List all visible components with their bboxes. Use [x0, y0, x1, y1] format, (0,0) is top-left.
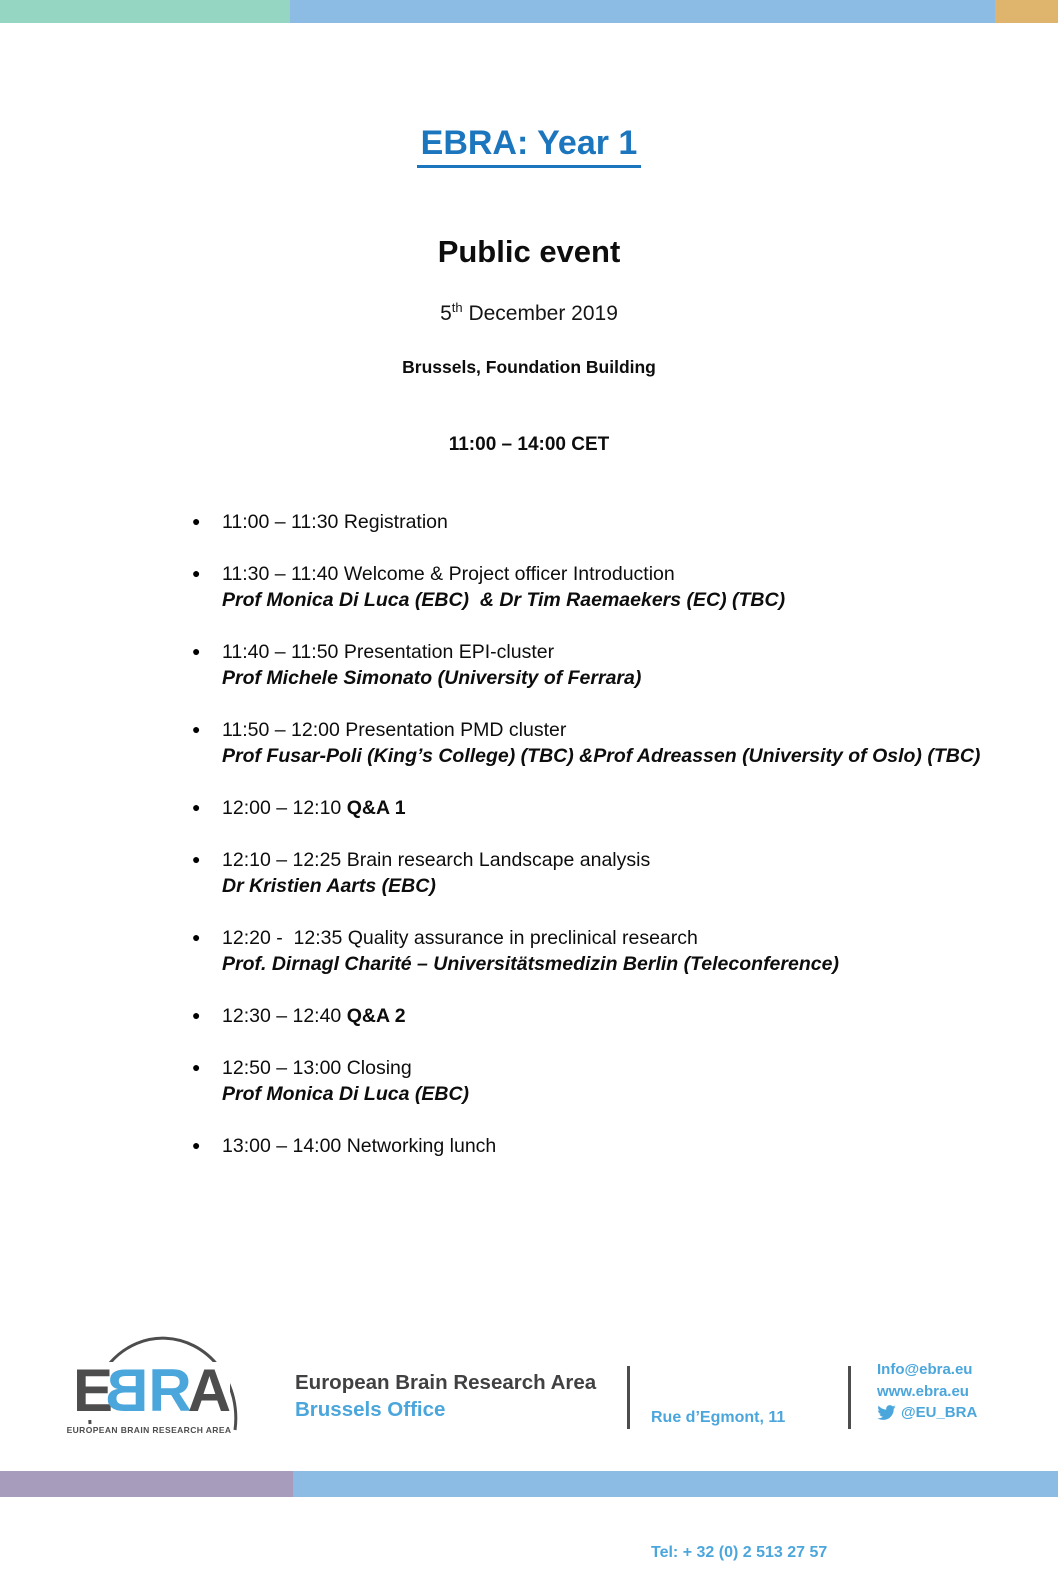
agenda-item-line	[222, 561, 1018, 587]
top-bar-orange-segment	[995, 0, 1058, 23]
agenda-item-line	[222, 795, 1018, 821]
agenda-item-speaker: Prof Michele Simonato (University of Ferrara)	[222, 667, 642, 689]
bullet-icon: ●	[192, 1137, 201, 1153]
agenda-item	[191, 561, 1018, 613]
top-bar-green-segment	[0, 0, 290, 23]
footer-divider	[848, 1366, 851, 1429]
agenda-item	[191, 717, 1018, 769]
agenda-item-time: 11:50 – 12:00	[222, 719, 340, 741]
footer-organisation	[295, 1369, 596, 1423]
footer-org-name: European Brain Research Area	[295, 1371, 597, 1394]
logo-letter-a: A	[187, 1357, 228, 1424]
agenda-item-title: Q&A 1	[346, 797, 406, 819]
footer-divider	[627, 1366, 630, 1429]
agenda-item-line	[222, 847, 1018, 873]
agenda-item	[191, 509, 1018, 535]
bullet-icon: ●	[192, 851, 201, 867]
agenda-item-time: 11:30 – 11:40	[222, 563, 339, 585]
top-color-bar	[0, 0, 1058, 23]
agenda-item-title: Networking lunch	[346, 1135, 497, 1157]
agenda-item-title: Registration	[343, 511, 448, 533]
agenda-item	[191, 1133, 1018, 1159]
agenda-item-speaker: Prof Fusar-Poli (King’s College) (TBC) &Prof Adreassen (University of Oslo) (TBC)	[222, 745, 981, 767]
agenda-item	[191, 847, 1018, 899]
agenda-item-time: 12:50 – 13:00	[222, 1057, 342, 1079]
agenda-list	[191, 509, 1018, 1185]
bullet-icon: ●	[192, 643, 201, 659]
agenda-item-title: Q&A 2	[346, 1005, 406, 1027]
logo-letters	[70, 1357, 230, 1424]
footer-email-link[interactable]: Info@ebra.eu	[877, 1361, 973, 1378]
twitter-handle-link[interactable]: @EU_BRA	[901, 1404, 978, 1421]
agenda-item	[191, 1003, 1018, 1029]
top-bar-blue-segment	[290, 0, 995, 23]
footer-office: Brussels Office	[295, 1398, 446, 1421]
twitter-bird-icon	[877, 1405, 896, 1421]
agenda-item-time: 11:40 – 11:50	[222, 641, 339, 663]
footer-address-line: Rue d’Egmont, 11	[651, 1409, 786, 1426]
page-title-link[interactable]: EBRA: Year 1	[417, 124, 642, 168]
agenda-item-time: 11:00 – 11:30	[222, 511, 339, 533]
agenda-item-title: Welcome & Project officer Introduction	[343, 563, 675, 585]
footer-phone: Tel: + 32 (0) 2 513 27 57	[651, 1544, 828, 1561]
event-location: Brussels, Foundation Building	[402, 357, 656, 377]
agenda-item-line	[222, 1003, 1018, 1029]
event-time-range: 11:00 – 14:00 CET	[448, 434, 610, 455]
agenda-item-line	[222, 1055, 1018, 1081]
bullet-icon: ●	[192, 565, 201, 581]
footer-website-link[interactable]: www.ebra.eu	[877, 1382, 969, 1400]
agenda-item-time: 12:20 - 12:35	[222, 927, 343, 949]
agenda-item-title: Quality assurance in preclinical research	[347, 927, 698, 949]
ebra-logo	[60, 1326, 238, 1440]
agenda-item-time: 13:00 – 14:00	[222, 1135, 342, 1157]
event-date	[0, 300, 1058, 326]
agenda-item-title: Brain research Landscape analysis	[346, 849, 651, 871]
agenda-item-line	[222, 717, 1018, 743]
bullet-icon: ●	[192, 1059, 201, 1075]
bullet-icon: ●	[192, 929, 201, 945]
event-date-rest: December 2019	[462, 302, 618, 325]
event-date-ordinal: th	[451, 300, 463, 315]
agenda-item	[191, 795, 1018, 821]
footer-contact	[877, 1359, 977, 1424]
bullet-icon: ●	[192, 513, 201, 529]
logo-letter-e: E	[73, 1357, 110, 1424]
agenda-item-time: 12:30 – 12:40	[222, 1005, 342, 1027]
agenda-item-line	[222, 639, 1018, 665]
bottom-bar-purple-segment	[0, 1471, 293, 1497]
logo-tagline: EUROPEAN BRAIN RESEARCH AREA	[66, 1425, 232, 1435]
agenda-item-speaker: Dr Kristien Aarts (EBC)	[222, 875, 436, 897]
agenda-item-line	[222, 925, 1018, 951]
agenda-item-speaker: Prof Monica Di Luca (EBC) & Dr Tim Raemaekers (EC) (TBC)	[222, 589, 786, 611]
bullet-icon: ●	[192, 1007, 201, 1023]
bullet-icon: ●	[192, 799, 201, 815]
agenda-item-speaker: Prof Monica Di Luca (EBC)	[222, 1083, 470, 1105]
logo-letter-b-mirrored: B	[109, 1357, 149, 1424]
agenda-item	[191, 1055, 1018, 1107]
event-subtitle: Public event	[437, 234, 621, 269]
agenda-item-title: Presentation EPI-cluster	[343, 641, 555, 663]
logo-letter-r: R	[148, 1357, 188, 1424]
agenda-item	[191, 925, 1018, 977]
bottom-bar-blue-segment	[293, 1471, 1058, 1497]
agenda-item	[191, 639, 1018, 691]
agenda-item-speaker: Prof. Dirnagl Charité – Universitätsmedizin Berlin (Teleconference)	[222, 953, 839, 975]
bottom-color-bar	[0, 1471, 1058, 1497]
agenda-item-line	[222, 509, 1018, 535]
agenda-item-time: 12:10 – 12:25	[222, 849, 342, 871]
agenda-item-line	[222, 1133, 1018, 1159]
agenda-item-title: Presentation PMD cluster	[345, 719, 567, 741]
bullet-icon: ●	[192, 721, 201, 737]
agenda-item-title: Closing	[346, 1057, 412, 1079]
event-date-day: 5	[440, 302, 452, 325]
agenda-item-time: 12:00 – 12:10	[222, 797, 342, 819]
